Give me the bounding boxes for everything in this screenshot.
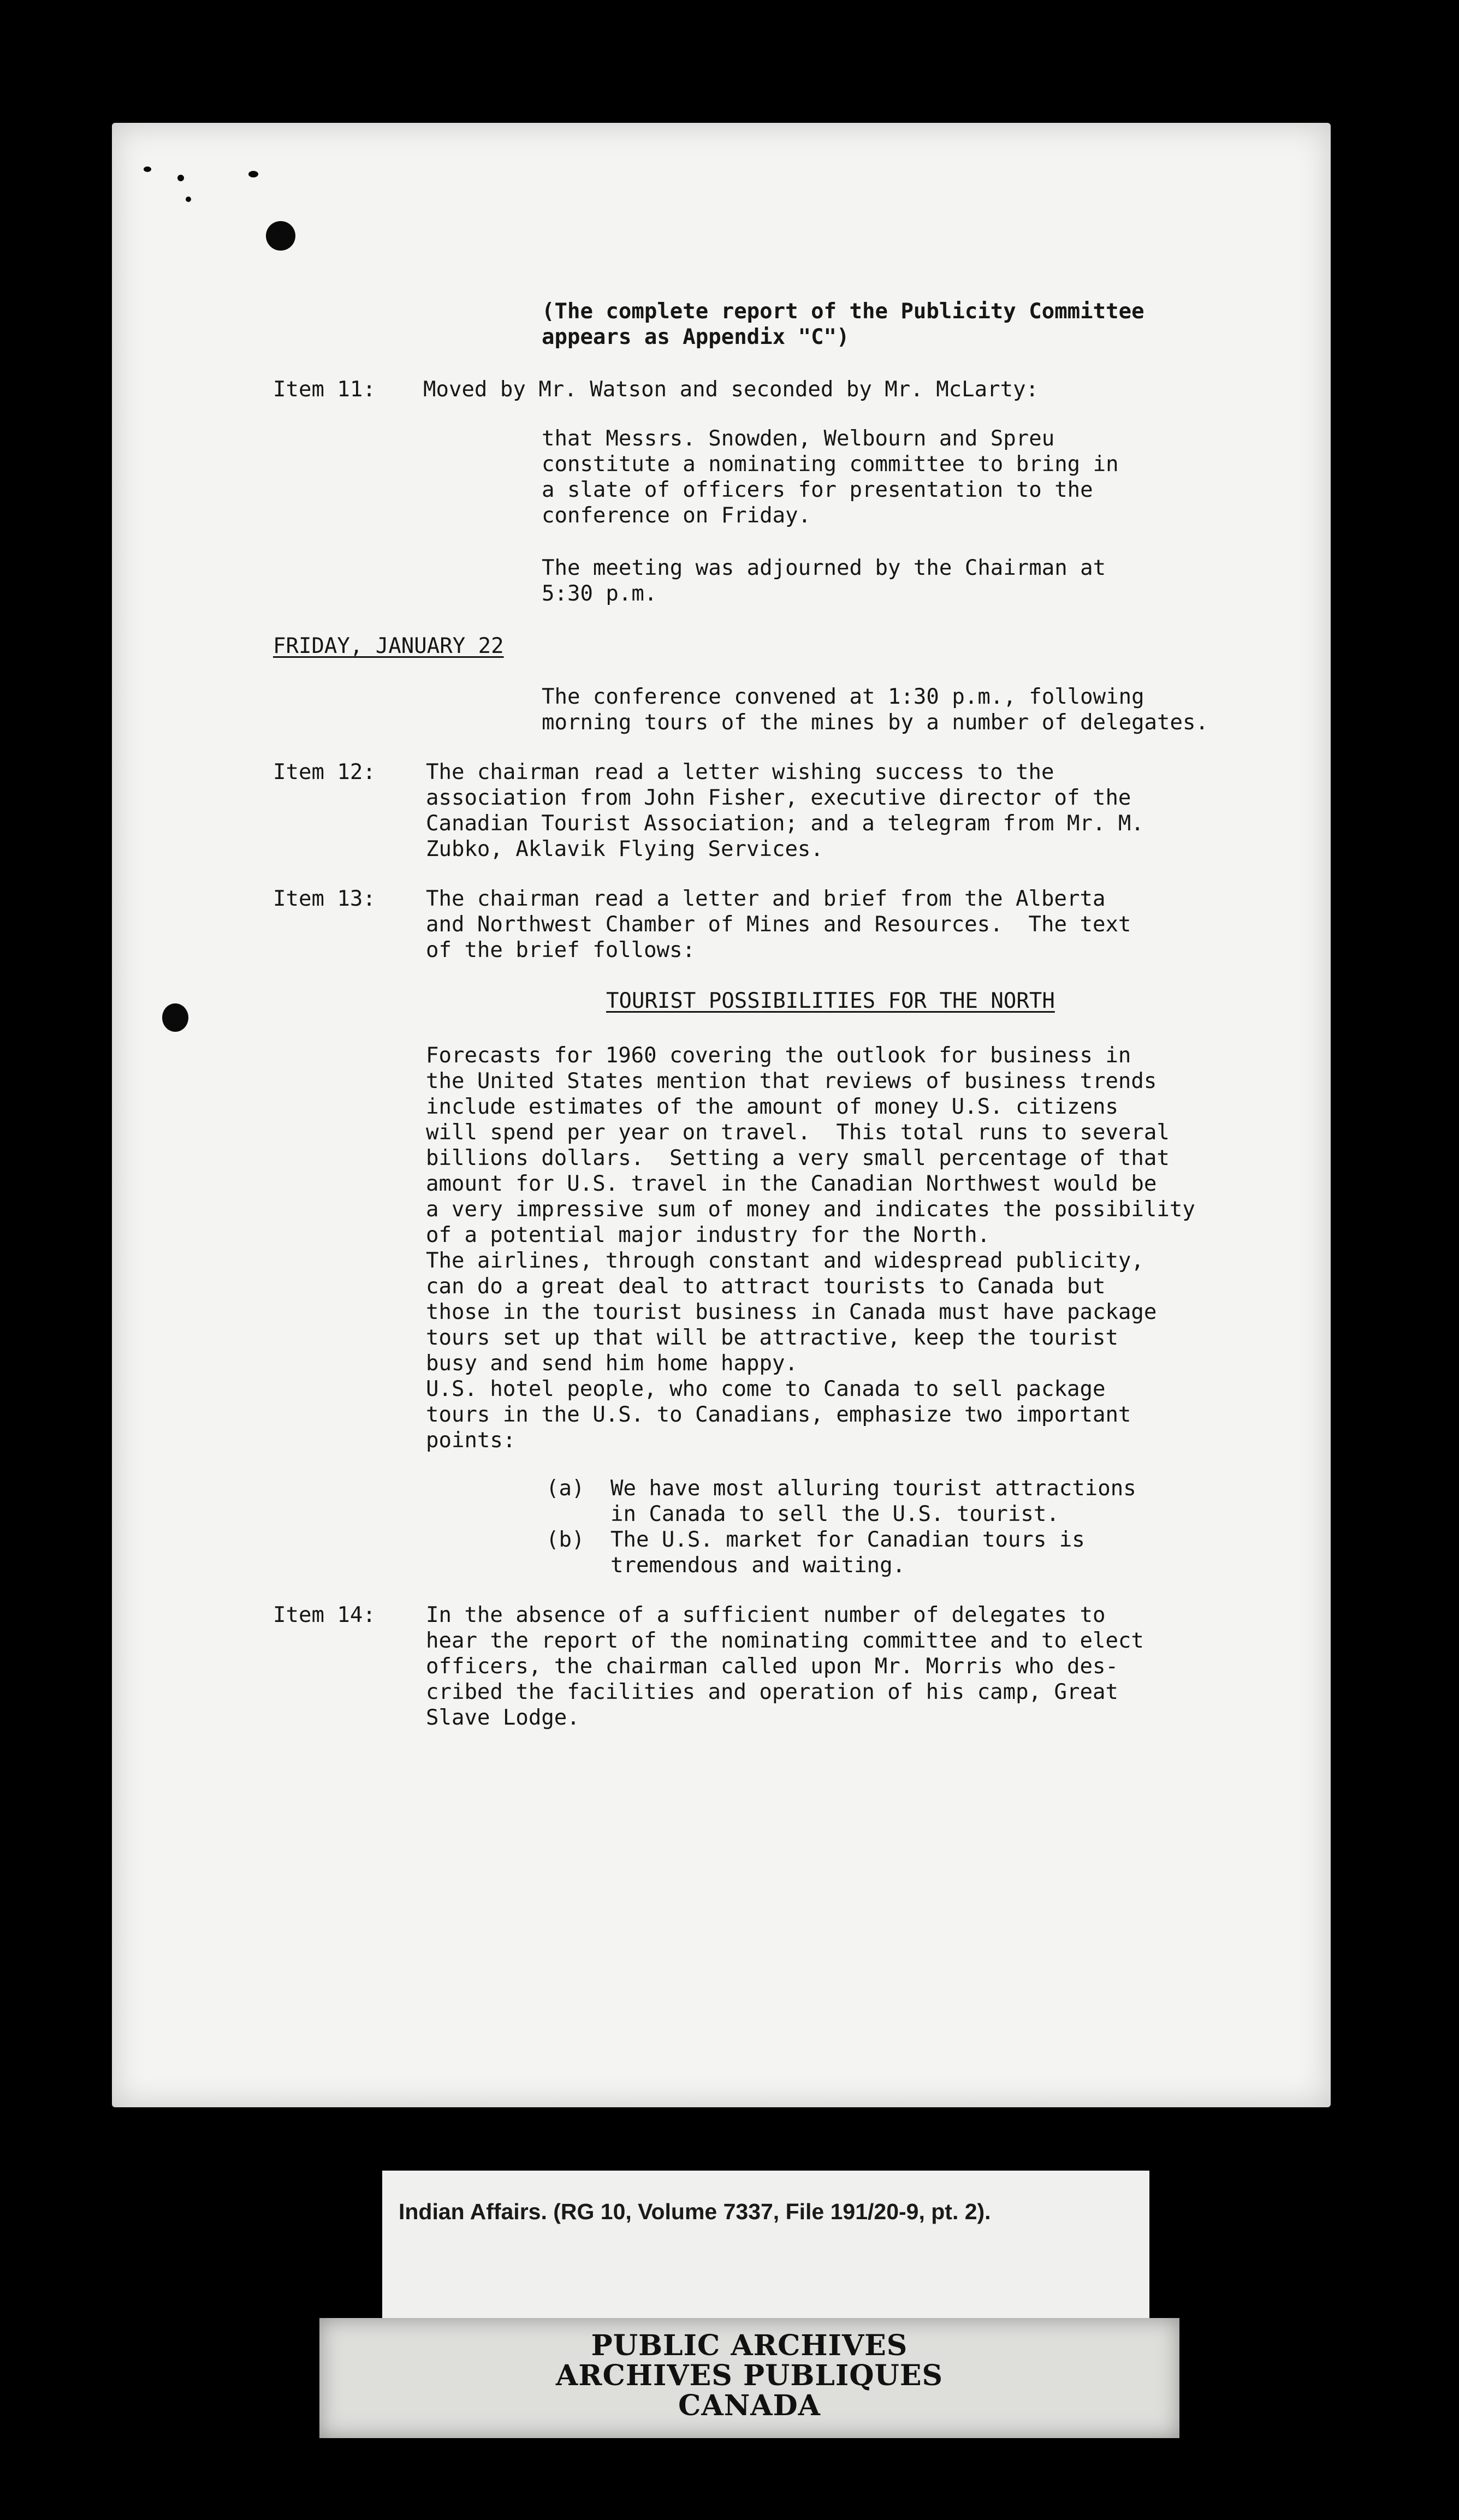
- item-12-line: Canadian Tourist Association; and a telegram from Mr. M.: [426, 811, 1144, 836]
- brief-title: TOURIST POSSIBILITIES FOR THE NORTH: [606, 989, 1055, 1013]
- brief-line: a very impressive sum of money and indicates the possibility: [426, 1197, 1195, 1222]
- point-b: [546, 1527, 1147, 1578]
- point-line: in Canada to sell the U.S. tourist.: [610, 1502, 1059, 1526]
- point-marker: (a): [546, 1476, 585, 1501]
- scan-speck: [177, 175, 184, 181]
- archive-citation: Indian Affairs. (RG 10, Volume 7337, File 191/20-9, pt. 2).: [399, 2199, 991, 2224]
- item-11-resolution: [542, 426, 1119, 528]
- item-11-label: Item 11:: [273, 377, 376, 402]
- brief-line: The airlines, through constant and widespread publicity,: [426, 1249, 1144, 1273]
- convened-note: [542, 684, 1208, 735]
- stamp-line: PUBLIC ARCHIVES: [591, 2329, 908, 2362]
- archive-citation-slip: [382, 2171, 1149, 2318]
- scan-speck: [144, 167, 151, 172]
- item-13-label: Item 13:: [273, 887, 376, 911]
- convened-line: morning tours of the mines by a number of delegates.: [542, 710, 1208, 735]
- adjournment-line: 5:30 p.m.: [542, 581, 657, 606]
- point-line: The U.S. market for Canadian tours is: [610, 1528, 1085, 1552]
- brief-line: the United States mention that reviews of business trends: [426, 1069, 1157, 1093]
- item-13-text: [426, 886, 1131, 963]
- item-13-line: The chairman read a letter and brief from the Alberta: [426, 887, 1106, 911]
- item-12-text: [426, 759, 1144, 862]
- brief-line: tours in the U.S. to Canadians, emphasize two important: [426, 1402, 1131, 1427]
- adjournment-line: The meeting was adjourned by the Chairman at: [542, 556, 1106, 580]
- resolution-line: conference on Friday.: [542, 503, 811, 528]
- item-14-line: hear the report of the nominating committee and to elect: [426, 1629, 1144, 1653]
- adjournment-note: [542, 555, 1106, 607]
- point-line: tremendous and waiting.: [610, 1553, 906, 1578]
- item-14-line: officers, the chairman called upon Mr. Morris who des-: [426, 1654, 1118, 1679]
- brief-line: Forecasts for 1960 covering the outlook for business in: [426, 1043, 1131, 1068]
- item-14-text: [426, 1602, 1144, 1731]
- brief-line: can do a great deal to attract tourists to Canada but: [426, 1274, 1106, 1299]
- convened-line: The conference convened at 1:30 p.m., following: [542, 685, 1144, 709]
- item-13-line: and Northwest Chamber of Mines and Resources. The text: [426, 912, 1131, 937]
- brief-body: [426, 1043, 1195, 1453]
- brief-line: include estimates of the amount of money U.S. citizens: [426, 1095, 1118, 1119]
- item-12-line: The chairman read a letter wishing success to the: [426, 760, 1054, 784]
- day-heading: FRIDAY, JANUARY 22: [273, 634, 504, 658]
- item-14-line: Slave Lodge.: [426, 1705, 580, 1730]
- appendix-note-line: (The complete report of the Publicity Committee: [542, 299, 1144, 324]
- resolution-line: that Messrs. Snowden, Welbourn and Spreu: [542, 426, 1055, 451]
- point-marker: (b): [546, 1528, 585, 1552]
- brief-line: busy and send him home happy.: [426, 1351, 798, 1376]
- brief-line: will spend per year on travel. This total runs to several: [426, 1120, 1170, 1145]
- item-11-motion: Moved by Mr. Watson and seconded by Mr. McLarty:: [423, 377, 1039, 402]
- point-a: [546, 1476, 1147, 1527]
- punch-hole-mark: [162, 1003, 188, 1032]
- point-line: We have most alluring tourist attractions: [610, 1476, 1136, 1501]
- item-12-label: Item 12:: [273, 760, 376, 784]
- brief-line: amount for U.S. travel in the Canadian Northwest would be: [426, 1172, 1157, 1196]
- appendix-note: [542, 299, 1144, 350]
- brief-line: those in the tourist business in Canada must have package: [426, 1300, 1157, 1324]
- punch-hole-mark: [266, 221, 295, 251]
- item-12-line: Zubko, Aklavik Flying Services.: [426, 837, 823, 861]
- resolution-line: constitute a nominating committee to bring in: [542, 452, 1119, 477]
- item-13-line: of the brief follows:: [426, 938, 696, 962]
- brief-line: of a potential major industry for the North.: [426, 1223, 991, 1247]
- resolution-line: a slate of officers for presentation to the: [542, 478, 1093, 502]
- brief-line: points:: [426, 1428, 516, 1453]
- item-14-line: cribed the facilities and operation of his camp, Great: [426, 1680, 1118, 1704]
- appendix-note-line: appears as Appendix "C"): [542, 325, 850, 349]
- stamp-line: ARCHIVES PUBLIQUES: [555, 2359, 944, 2392]
- brief-line: billions dollars. Setting a very small percentage of that: [426, 1146, 1170, 1170]
- stamp-line: CANADA: [678, 2389, 821, 2422]
- scan-speck: [186, 197, 191, 202]
- archives-stamp: [319, 2318, 1179, 2438]
- brief-line: U.S. hotel people, who come to Canada to sell package: [426, 1377, 1106, 1401]
- item-12-line: association from John Fisher, executive director of the: [426, 786, 1131, 810]
- item-14-line: In the absence of a sufficient number of delegates to: [426, 1603, 1106, 1627]
- item-14-label: Item 14:: [273, 1603, 376, 1627]
- document-page: [112, 123, 1331, 2107]
- scan-speck: [248, 171, 258, 177]
- brief-line: tours set up that will be attractive, keep the tourist: [426, 1326, 1118, 1350]
